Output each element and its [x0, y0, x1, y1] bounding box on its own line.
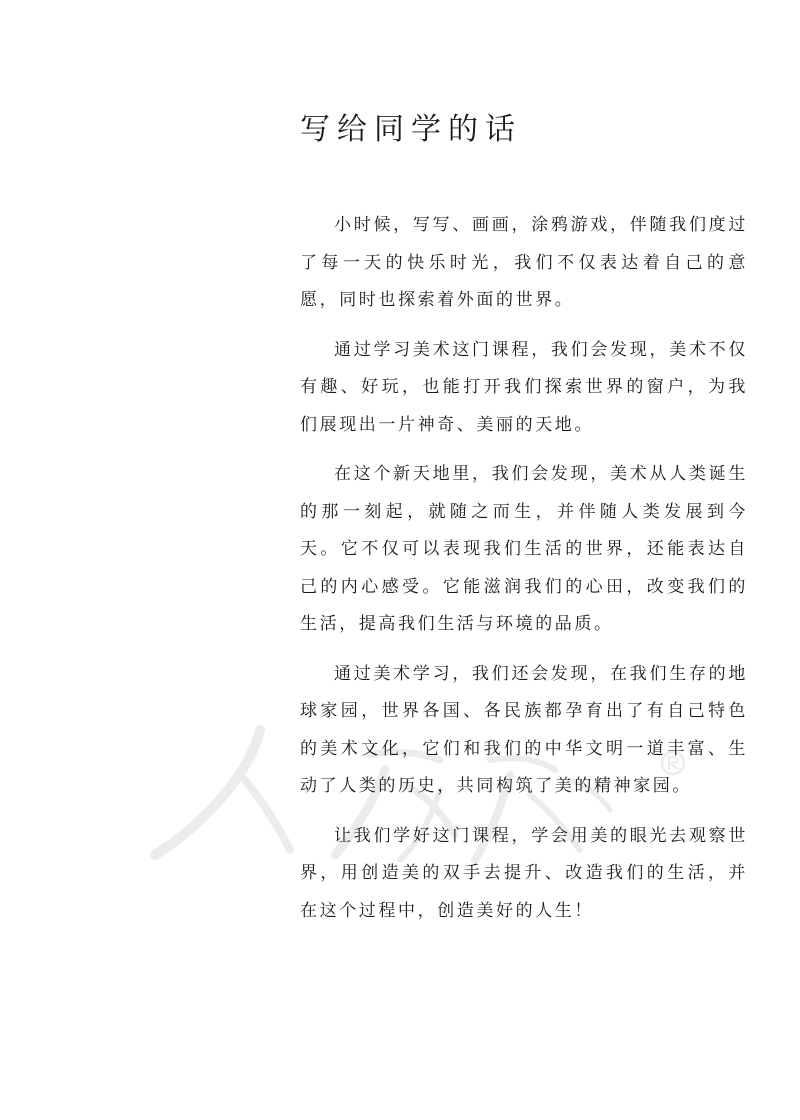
paragraph-5: 让我们学好这门课程，学会用美的眼光去观察世界，用创造美的双手去提升、改造我们的生活，并在这个过程中，创造美好的人生！: [300, 825, 748, 921]
body-text: [300, 207, 748, 942]
paragraph-2: 通过学习美术这门课程，我们会发现，美术不仅有趣、好玩，也能打开我们探索世界的窗户，为我们展现出一片神奇、美丽的天地。: [300, 339, 748, 435]
page-title: 写给同学的话: [300, 112, 522, 147]
paragraph-3: 在这个新天地里，我们会发现，美术从人类诞生的那一刻起，就随之而生，并伴随人类发展到今天。它不仅可以表现我们生活的世界，还能表达自己的内心感受。它能滋润我们的心田，改变我们的生活，提高我们生活与环境的品质。: [300, 464, 748, 634]
paragraph-1: 小时候，写写、画画，涂鸦游戏，伴随我们度过了每一天的快乐时光，我们不仅表达着自己的意愿，同时也探索着外面的世界。: [300, 215, 748, 310]
paragraph-4: 通过美术学习，我们还会发现，在我们生存的地球家园，世界各国、各民族都孕育出了有自己特色的美术文化，它们和我们的中华文明一道丰富、生动了人类的历史，共同构筑了美的精神家园。: [300, 663, 748, 796]
